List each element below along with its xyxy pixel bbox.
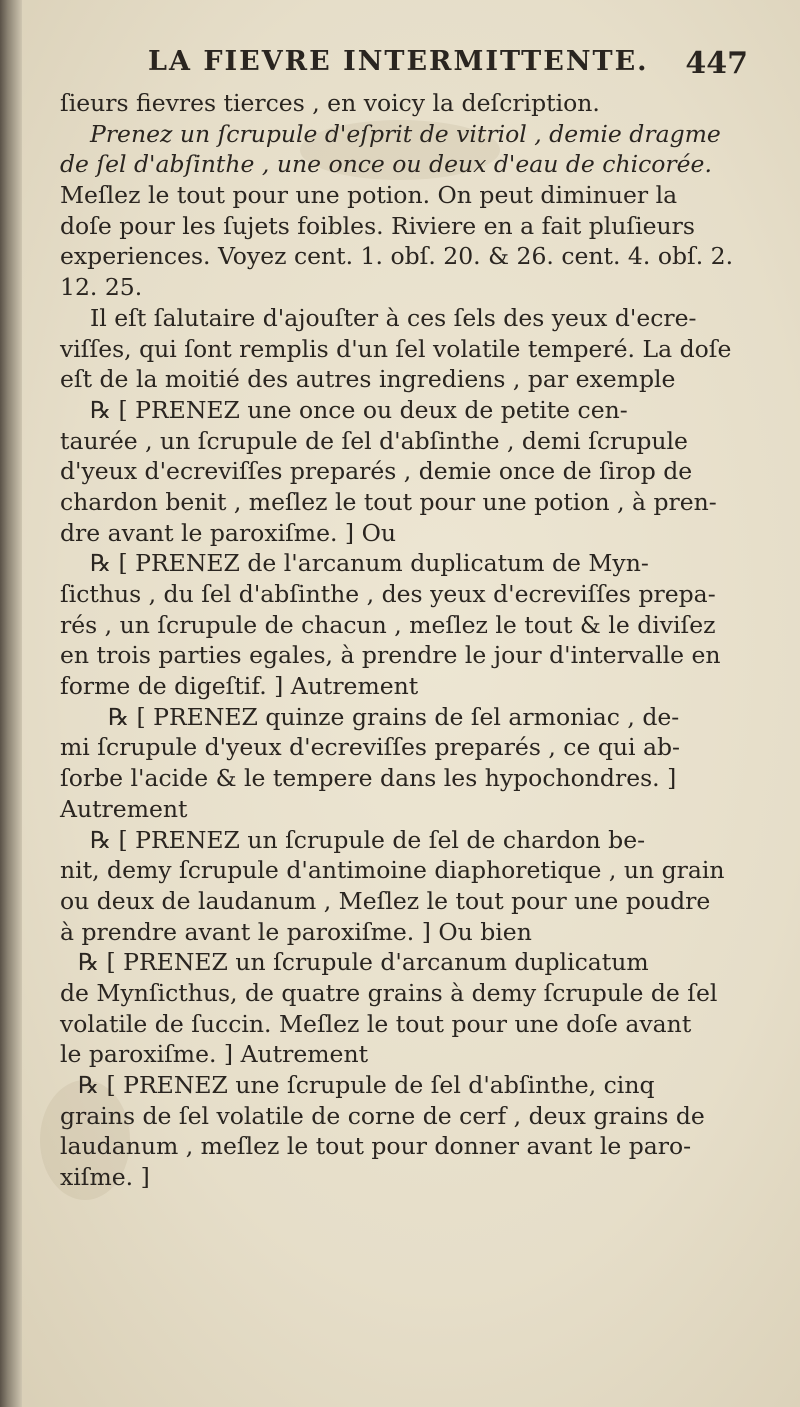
text-line: à prendre avant le paroxiſme. ] Ou bien (60, 917, 532, 946)
text-line: ℞ [ PRENEZ un ſcrupule d'arcanum duplicatum (78, 948, 649, 977)
text-line: ℞ [ PRENEZ de l'arcanum duplicatum de Myn- (90, 549, 649, 578)
page-number: 447 (685, 46, 748, 81)
text-line: Autrement (60, 794, 188, 823)
text-line: rés , un ſcrupule de chacun , meſlez le tout & le diviſez (60, 610, 716, 639)
text-line: xiſme. ] (60, 1163, 150, 1192)
text-line: le paroxiſme. ] Autrement (60, 1040, 369, 1069)
text-line: doſe pour les ſujets foibles. Riviere en a fait pluſieurs (60, 211, 695, 240)
text-line: Prenez un ſcrupule d'eſprit de vitriol , demie dragme (90, 119, 721, 148)
text-line: grains de ſel volatile de corne de cerf , deux grains de (60, 1101, 705, 1130)
text-line: laudanum , meſlez le tout pour donner avant le paro- (60, 1132, 692, 1161)
text-line: ℞ [ PRENEZ une ſcrupule de ſel d'abſinthe, cinq (78, 1071, 655, 1099)
text-line: eſt de la moitié des autres ingrediens , par exemple (60, 365, 676, 394)
text-line: experiences. Voyez cent. 1. obſ. 20. & 26. cent. 4. obſ. 2. (60, 242, 734, 271)
text-line: nit, demy ſcrupule d'antimoine diaphoretique , un grain (60, 856, 725, 885)
text-line: forme de digeſtif. ] Autrement (60, 672, 419, 701)
text-line: 12. 25. (60, 273, 143, 302)
text-line: Meſlez le tout pour une potion. On peut diminuer la (60, 181, 678, 210)
text-line: ℞ [ PRENEZ quinze grains de ſel armoniac , de- (108, 702, 680, 731)
text-line: Il eſt ſalutaire d'ajouſter à ces ſels des yeux d'ecre- (90, 303, 697, 332)
text-line: ou deux de laudanum , Meſlez le tout pour une poudre (60, 886, 711, 915)
text-line: viſſes, qui ſont remplis d'un ſel volatile temperé. La doſe (60, 334, 732, 363)
text-line: d'yeux d'ecreviſſes preparés , demie once de ſirop de (60, 457, 693, 486)
text-line: ſorbe l'acide & le tempere dans les hypochondres. ] (60, 764, 677, 793)
text-line: volatile de ſuccin. Meſlez le tout pour une doſe avant (60, 1009, 692, 1038)
text-line: de ſel d'abſinthe , une once ou deux d'eau de chicorée. (60, 150, 712, 179)
text-line: ſieurs fievres tierces , en voicy la deſcription. (60, 89, 600, 117)
text-line: chardon benit , meſlez le tout pour une potion , à pren- (60, 487, 717, 516)
text-line: en trois parties egales, à prendre le jour d'intervalle en (60, 641, 721, 670)
text-line: mi ſcrupule d'yeux d'ecreviſſes preparés , ce qui ab- (60, 733, 680, 762)
text-line: ſicthus , du ſel d'abſinthe , des yeux d'ecreviſſes prepa- (60, 580, 716, 608)
text-line: ℞ [ PRENEZ un ſcrupule de ſel de chardon be- (90, 825, 646, 854)
binding-gutter (0, 0, 22, 1407)
body-text (60, 88, 734, 1193)
text-line: de Mynſicthus, de quatre grains à demy ſcrupule de ſel (60, 978, 718, 1007)
text-line: taurée , un ſcrupule de ſel d'abſinthe , demi ſcrupule (60, 426, 688, 455)
text-line: ℞ [ PRENEZ une once ou deux de petite cen- (90, 395, 628, 424)
running-title: LA FIEVRE INTERMITTENTE. (148, 46, 649, 77)
page-header (148, 40, 748, 84)
text-line: dre avant le paroxiſme. ] Ou (60, 518, 396, 547)
